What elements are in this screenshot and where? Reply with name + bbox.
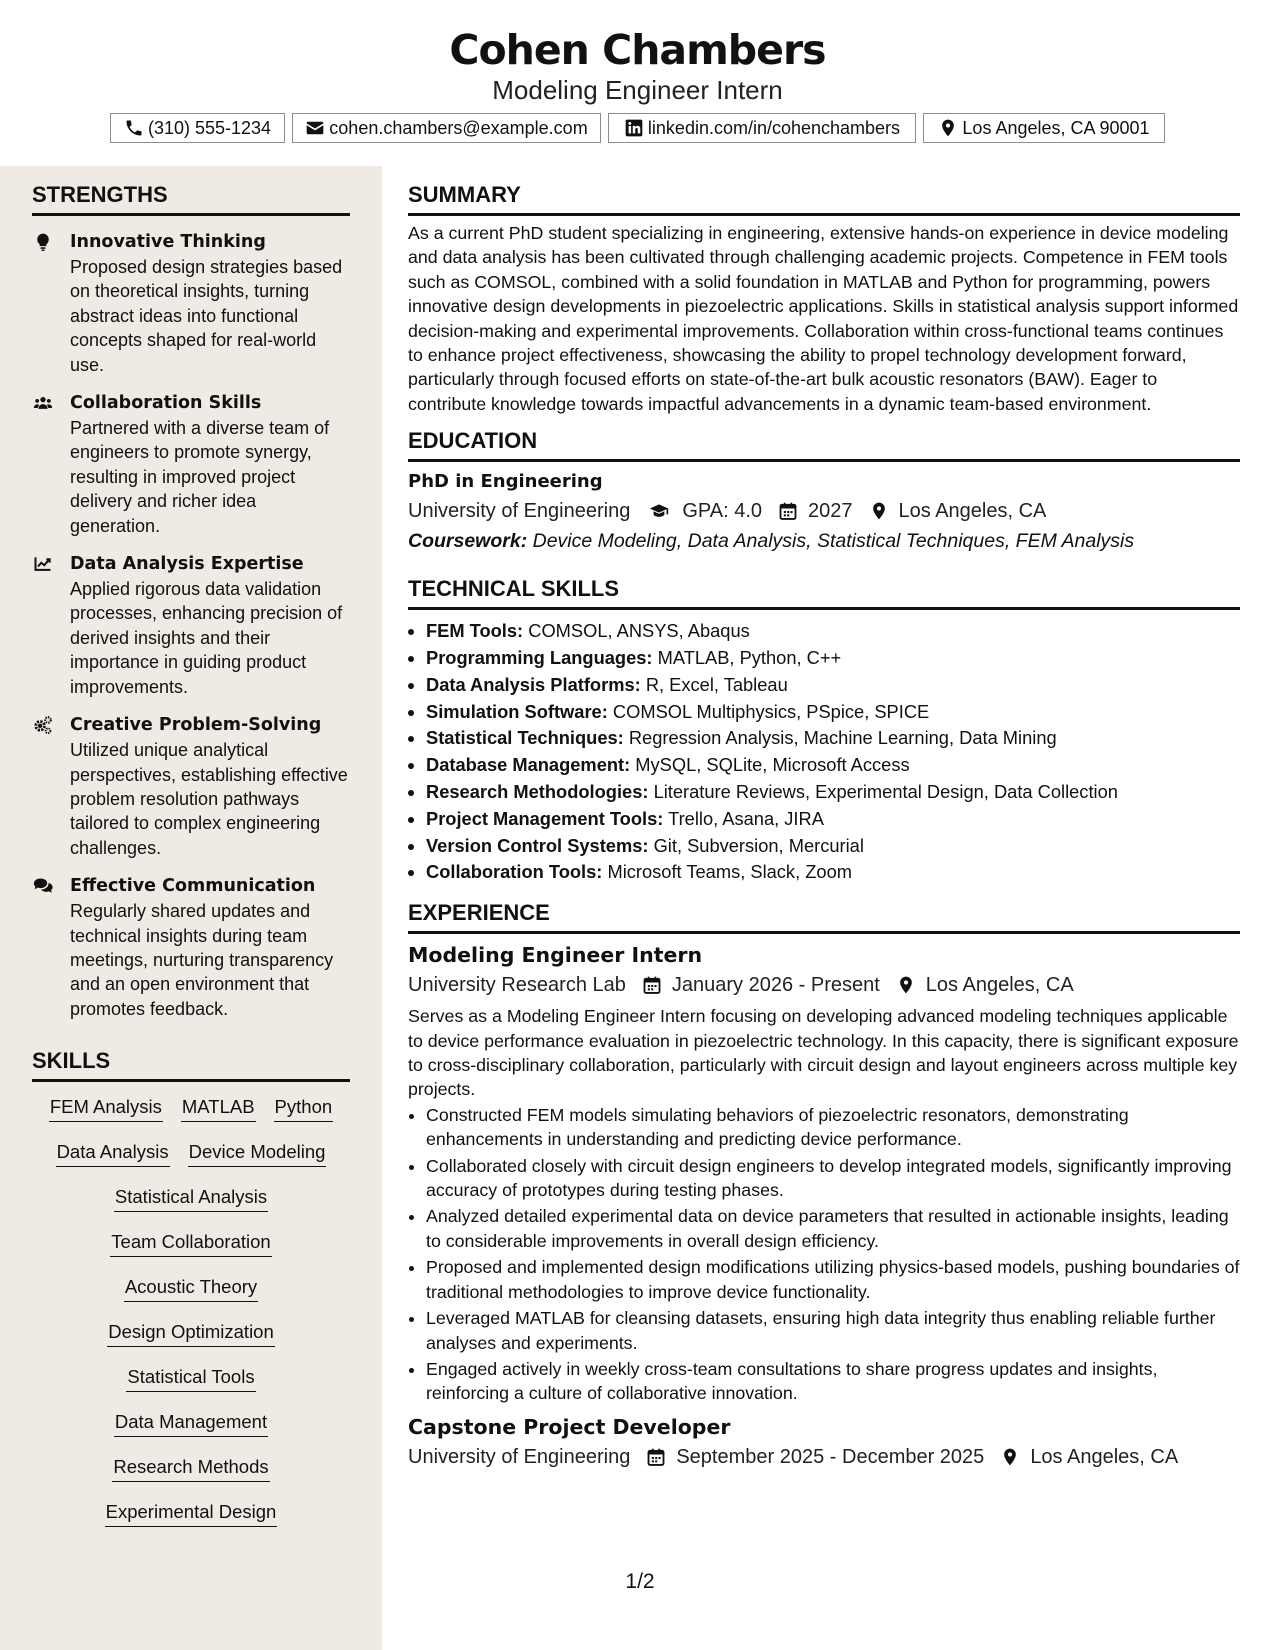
experience-org: University of Engineering <box>408 1445 631 1468</box>
contact-phone[interactable] <box>110 113 285 143</box>
contact-bar <box>0 113 1275 143</box>
contact-email[interactable] <box>292 113 601 143</box>
calendar-icon <box>646 1447 666 1467</box>
technical-skills-list <box>408 618 1240 886</box>
lightbulb-icon <box>32 232 54 252</box>
strengths-section <box>32 180 350 1021</box>
left-sidebar <box>0 166 382 1650</box>
education-meta <box>408 496 1240 526</box>
strength-title: Innovative Thinking <box>70 232 266 252</box>
technical-skills-heading: TECHNICAL SKILLS <box>408 574 1240 610</box>
strength-title: Data Analysis Expertise <box>70 554 304 575</box>
skill-tag: Data Management <box>114 1409 268 1437</box>
experience-dates: January 2026 - Present <box>671 974 880 997</box>
list-item: • FEM Tools: COMSOL, ANSYS, Abaqus <box>426 618 1240 645</box>
candidate-title: Modeling Engineer Intern <box>492 75 783 105</box>
coursework-list: Device Modeling, Data Analysis, Statistical Techniques, FEM Analysis <box>532 530 1135 553</box>
skills-cloud <box>32 1094 350 1544</box>
list-item: • Version Control Systems: Git, Subversion, Mercurial <box>426 833 1240 860</box>
page-number: 1/2 <box>625 1570 655 1593</box>
graduation-cap-icon <box>646 501 672 521</box>
experience-section <box>408 898 1240 1472</box>
experience-item <box>408 1412 1240 1472</box>
experience-meta <box>408 1442 1240 1472</box>
strength-description: Utilized unique analytical perspectives, establishing effective problem resolution pathways tailored to complex engineering challenges. <box>70 740 348 858</box>
skill-tag: Research Methods <box>112 1454 269 1482</box>
contact-location <box>923 113 1165 143</box>
strength-item <box>32 230 350 377</box>
candidate-name: Cohen Chambers <box>449 26 826 74</box>
coursework-line <box>408 526 1240 556</box>
experience-org: University Research Lab <box>408 974 626 997</box>
experience-role: Capstone Project Developer <box>408 1414 731 1439</box>
list-item: • Data Analysis Platforms: R, Excel, Tableau <box>426 672 1240 699</box>
contact-email-text: cohen.chambers@example.com <box>329 117 588 138</box>
strength-title: Effective Communication <box>70 876 316 897</box>
list-item: • Statistical Techniques: Regression Analysis, Machine Learning, Data Mining <box>426 725 1240 752</box>
map-pin-icon <box>896 975 916 995</box>
list-item: • Programming Languages: MATLAB, Python, C++ <box>426 645 1240 672</box>
skills-heading: SKILLS <box>32 1046 350 1082</box>
skill-tag: Acoustic Theory <box>124 1274 258 1302</box>
list-item: • Leveraged MATLAB for cleansing datasets, ensuring high data integrity thus enabling reliable further analyses and experiments. <box>426 1306 1240 1355</box>
main-column <box>408 166 1240 1472</box>
skill-tag: Design Optimization <box>107 1319 275 1347</box>
strength-item <box>32 713 350 860</box>
experience-bullets <box>408 1103 1240 1406</box>
skill-tag: Statistical Analysis <box>114 1184 268 1212</box>
technical-skills-section <box>408 574 1240 886</box>
summary-heading: SUMMARY <box>408 180 1240 216</box>
strength-item <box>32 874 350 1021</box>
contact-phone-text: (310) 555-1234 <box>147 117 272 138</box>
linkedin-icon <box>624 118 644 138</box>
list-item: • Engaged actively in weekly cross-team consultations to share progress updates and insights, reinforcing a culture of collaborative innovation. <box>426 1357 1240 1406</box>
strengths-heading: STRENGTHS <box>32 180 350 216</box>
education-section <box>408 426 1240 556</box>
list-item: • Constructed FEM models simulating behaviors of piezoelectric resonators, demonstrating enhancements in understanding and predicting device performance. <box>426 1103 1240 1152</box>
envelope-icon <box>305 118 325 138</box>
calendar-icon <box>642 975 662 995</box>
list-item: • Collaborated closely with circuit design engineers to develop integrated models, significantly improving accuracy of prototypes during testing phases. <box>426 1154 1240 1203</box>
map-pin-icon <box>869 501 889 521</box>
skill-tag: Data Analysis <box>56 1139 170 1167</box>
experience-heading: EXPERIENCE <box>408 898 1240 934</box>
skill-tag: Experimental Design <box>105 1499 278 1527</box>
list-item: • Database Management: MySQL, SQLite, Microsoft Access <box>426 752 1240 779</box>
degree-title: PhD in Engineering <box>408 471 603 493</box>
map-pin-icon <box>1000 1447 1020 1467</box>
strength-title: Creative Problem-Solving <box>70 715 322 736</box>
skills-section <box>32 1046 350 1544</box>
phone-icon <box>124 118 144 138</box>
experience-location: Los Angeles, CA <box>1030 1445 1179 1468</box>
experience-dates: September 2025 - December 2025 <box>676 1445 985 1468</box>
skill-tag: Team Collaboration <box>110 1229 271 1257</box>
experience-item <box>408 940 1240 1406</box>
contact-location-text: Los Angeles, CA 90001 <box>962 117 1150 138</box>
education-location: Los Angeles, CA <box>898 500 1047 523</box>
experience-description: Serves as a Modeling Engineer Intern focusing on developing advanced modeling techniques applicable to device performance evaluation in piezoelectric technology. In this capacity, there is significant exposure to cross-disciplinary collaboration, particularly with circuit design and layout engineers across multiple key projects. <box>408 1006 1239 1100</box>
school-name: University of Engineering <box>408 500 631 523</box>
users-icon <box>32 393 54 413</box>
education-heading: EDUCATION <box>408 426 1240 462</box>
skill-tag: Statistical Tools <box>126 1364 255 1392</box>
calendar-icon <box>778 501 798 521</box>
strength-item <box>32 552 350 699</box>
map-pin-icon <box>938 118 958 138</box>
strength-title: Collaboration Skills <box>70 393 262 414</box>
list-item: • Research Methodologies: Literature Reviews, Experimental Design, Data Collection <box>426 779 1240 806</box>
list-item: • Collaboration Tools: Microsoft Teams, Slack, Zoom <box>426 859 1240 886</box>
skill-tag: Python <box>274 1094 334 1122</box>
coursework-label: Coursework: <box>408 530 528 553</box>
summary-text: As a current PhD student specializing in engineering, extensive hands-on experience in device modeling and data analysis has been cultivated through challenging academic projects. Competence in FEM tools such as COMSOL, combined with a solid foundation in MATLAB and Python for programming, powers innovative design developments in piezoelectric applications. Skills in statistical analysis support informed decision-making and experimental improvements. Collaboration within cross-functional teams continues to enhance project effectiveness, showcasing the ability to propel technology development forward, particularly through focused efforts on state-of-the-art bulk acoustic resonators (BAW). Eager to contribute knowledge towards impactful advancements in a dynamic team-based environment. <box>408 223 1239 414</box>
strength-description: Partnered with a diverse team of engineers to promote synergy, resulting in improved project delivery and richer idea generation. <box>70 418 330 536</box>
strength-description: Proposed design strategies based on theoretical insights, turning abstract ideas into functional concepts shaped for real-world use. <box>70 257 343 375</box>
list-item: • Project Management Tools: Trello, Asana, JIRA <box>426 806 1240 833</box>
experience-role: Modeling Engineer Intern <box>408 943 703 968</box>
skill-tag: Device Modeling <box>188 1139 327 1167</box>
skill-tag: FEM Analysis <box>49 1094 163 1122</box>
chart-line-icon <box>32 554 54 574</box>
list-item: • Analyzed detailed experimental data on device parameters that resulted in actionable insights, leading to considerable improvements in overall design efficiency. <box>426 1204 1240 1253</box>
contact-linkedin-text: linkedin.com/in/cohenchambers <box>647 117 901 138</box>
strength-description: Regularly shared updates and technical insights during team meetings, nurturing transparency and an open environment that promotes feedback. <box>70 901 334 1019</box>
list-item: • Proposed and implemented design modifications utilizing physics-based models, pushing boundaries of traditional methodologies to improve device functionality. <box>426 1255 1240 1304</box>
list-item: • Simulation Software: COMSOL Multiphysics, PSpice, SPICE <box>426 699 1240 726</box>
strength-description: Applied rigorous data validation processes, enhancing precision of derived insights and their importance in guiding product improvements. <box>70 579 343 697</box>
contact-linkedin[interactable] <box>608 113 916 143</box>
resume-header <box>0 0 1275 166</box>
gears-icon <box>32 715 54 735</box>
strength-item <box>32 391 350 538</box>
comments-icon <box>32 876 54 896</box>
skill-tag: MATLAB <box>181 1094 256 1122</box>
gpa: GPA: 4.0 <box>682 500 763 523</box>
experience-meta <box>408 970 1240 1000</box>
graduation-year: 2027 <box>808 500 853 523</box>
summary-section <box>408 180 1240 416</box>
experience-location: Los Angeles, CA <box>925 974 1074 997</box>
